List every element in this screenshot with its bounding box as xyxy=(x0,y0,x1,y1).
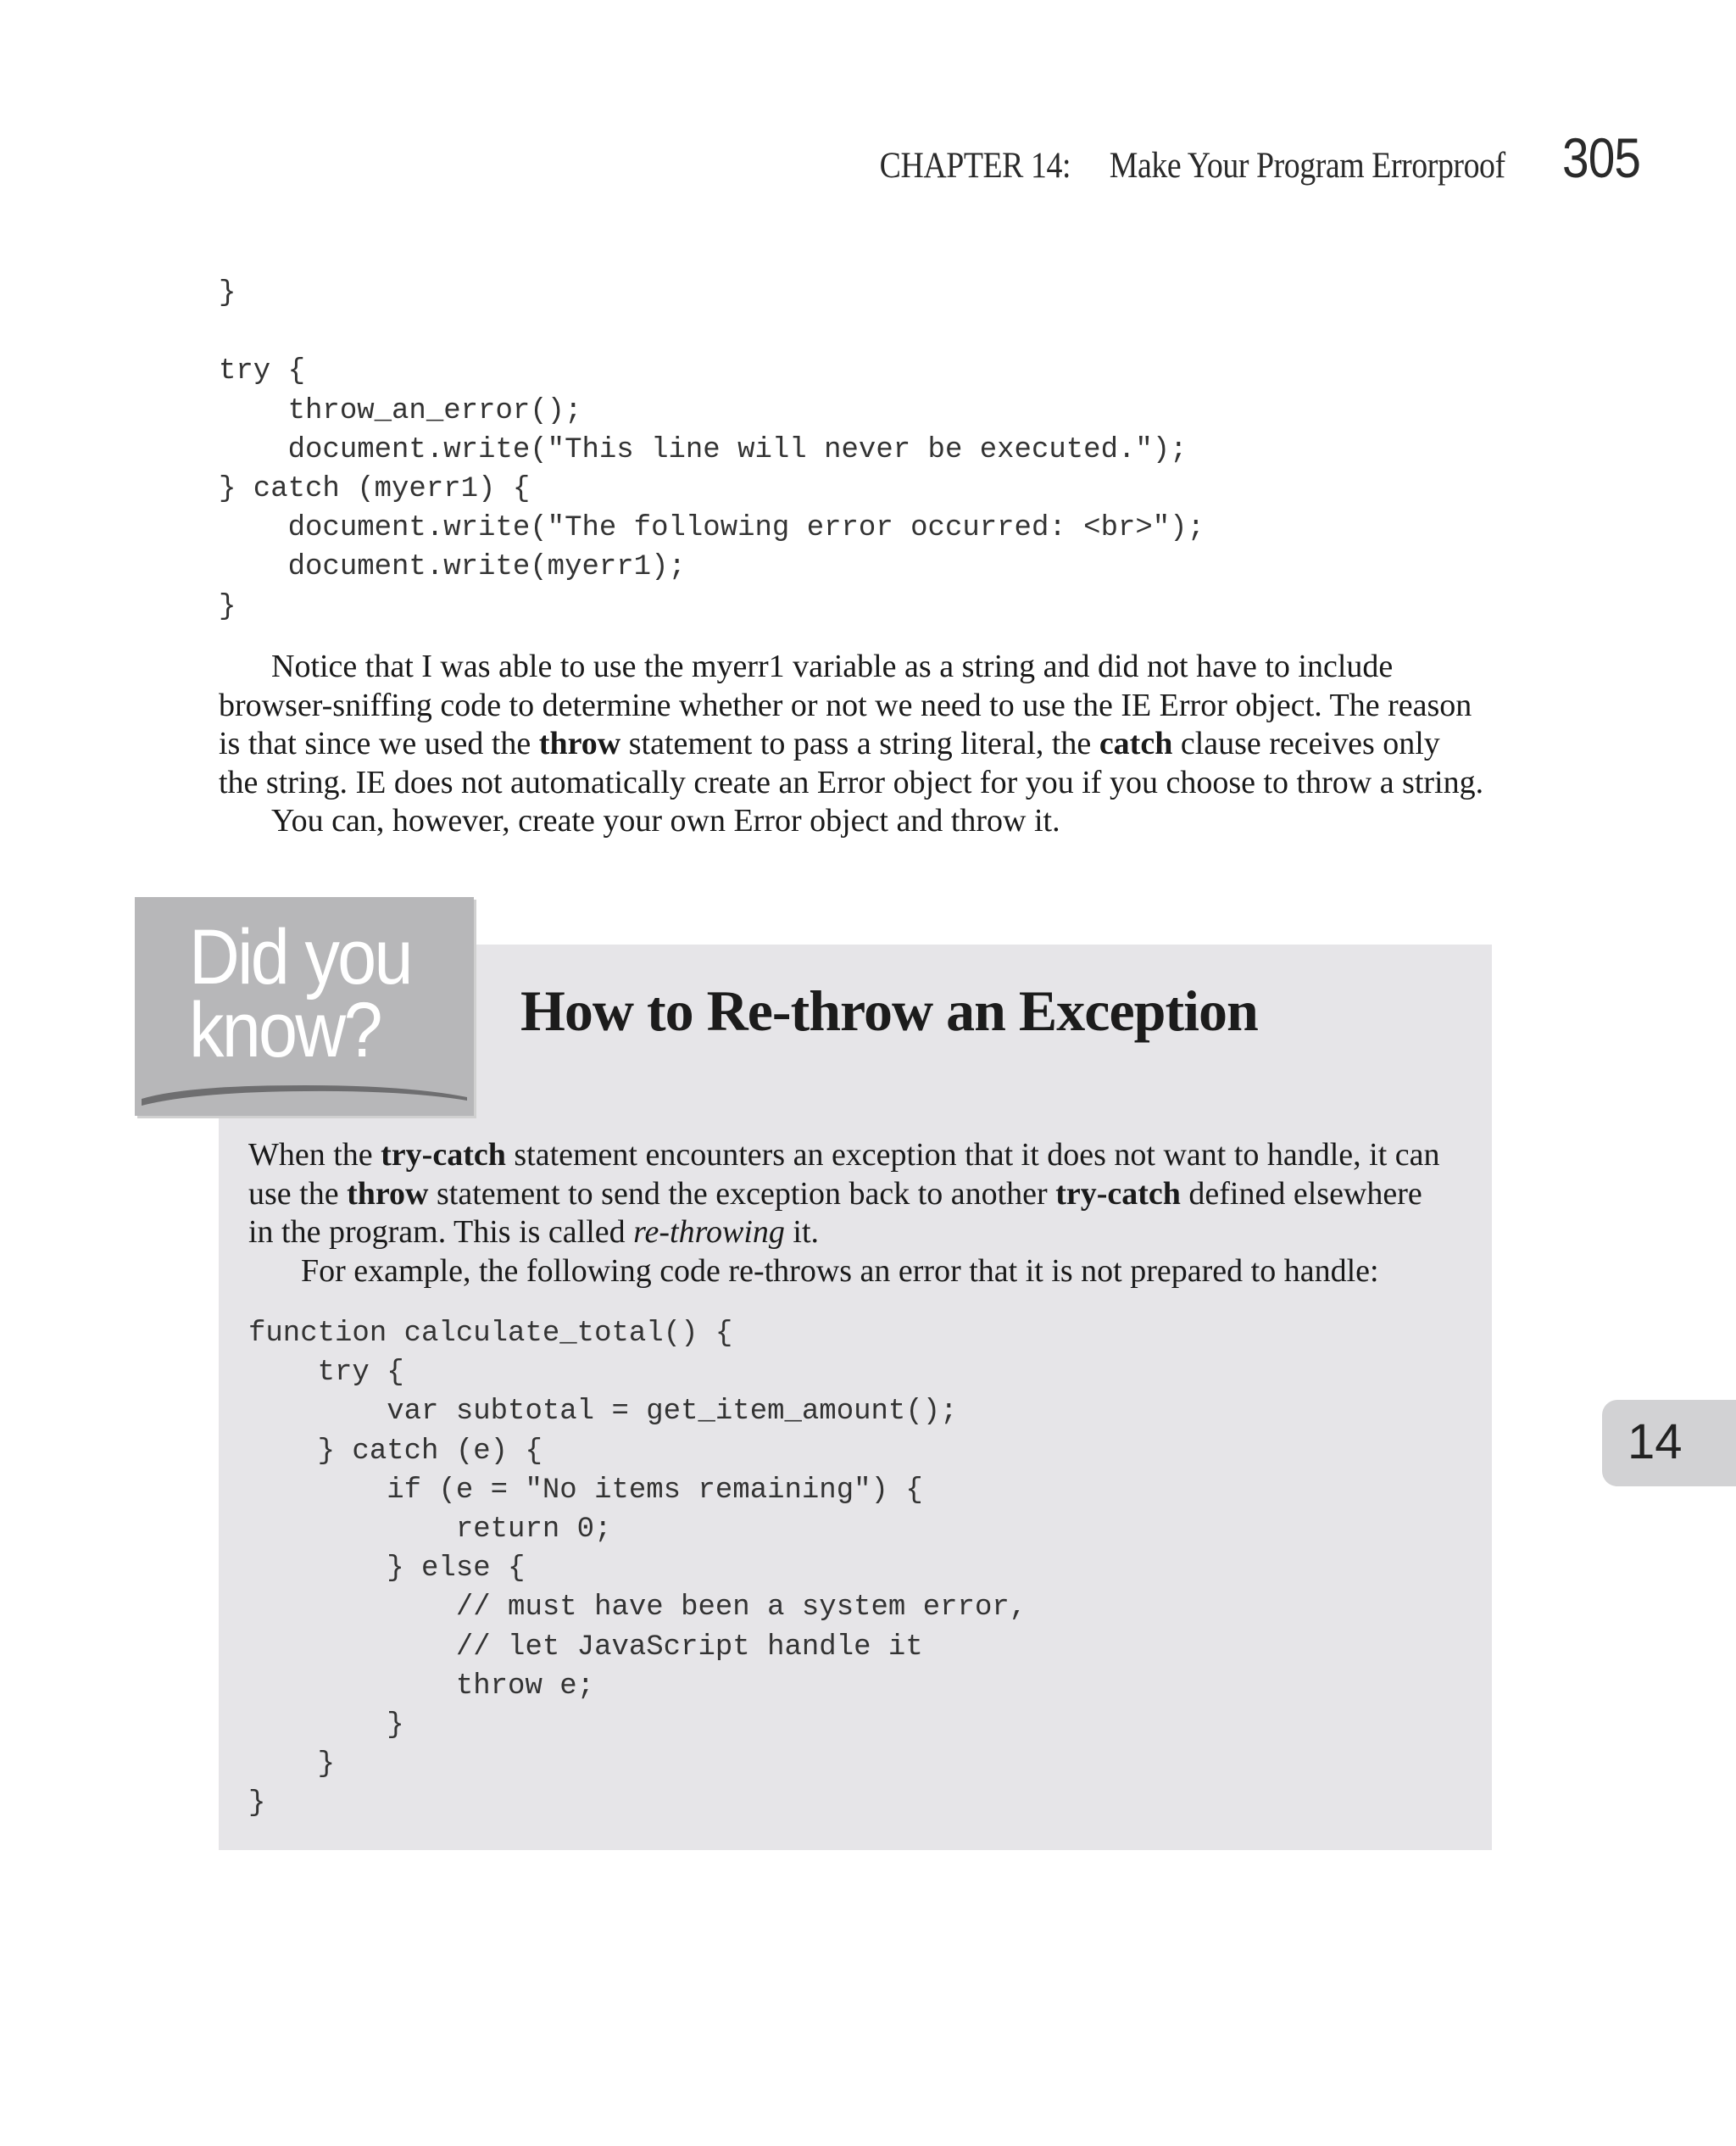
text-run: When the xyxy=(248,1137,381,1173)
code-listing-top: } try { throw_an_error(); document.write("This line will never be executed."); } catch (myerr1) { document.write("The following error occurred: <br>"); document.write(myerr1); } xyxy=(219,277,1205,623)
sidebar-title: How to Re-throw an Exception xyxy=(520,978,1258,1043)
page-number: 305 xyxy=(1561,126,1640,189)
paragraph-line: browser-sniffing code to determine whether or not we need to use the IE Error object. The reason xyxy=(219,687,1472,723)
text-run: it. xyxy=(784,1214,820,1251)
sidebar-paragraph xyxy=(248,1136,1469,1291)
text-run: statement to send the exception back to another xyxy=(428,1175,1056,1212)
text-run: statement encounters an exception that it does not want to handle, it can xyxy=(505,1137,1440,1173)
running-header xyxy=(794,125,1640,189)
sidebar-line xyxy=(248,1136,1469,1175)
paragraph-line: Notice that I was able to use the myerr1 variable as a string and did not have to include xyxy=(271,649,1394,684)
text-run: in the program. This is called xyxy=(248,1214,634,1251)
chapter-label: CHAPTER 14: xyxy=(879,146,1071,186)
sidebar-line xyxy=(248,1213,1469,1252)
thumb-tab-number: 14 xyxy=(1628,1414,1683,1469)
chapter-title: Make Your Program Errorproof xyxy=(1109,146,1505,186)
badge-line: know? xyxy=(189,987,381,1073)
paragraph-line: the string. IE does not automatically create an Error object for you if you choose to throw a string. xyxy=(219,764,1484,800)
text-run: statement to pass a string literal, the xyxy=(620,726,1099,761)
did-you-know-badge xyxy=(135,897,474,1116)
keyword-try-catch: try-catch xyxy=(381,1137,506,1173)
swoosh-underline-icon xyxy=(135,897,474,1116)
keyword-throw: throw xyxy=(347,1175,429,1212)
keyword-throw: throw xyxy=(538,726,621,761)
term-re-throwing: re-throwing xyxy=(633,1214,785,1251)
text-run: clause receives only xyxy=(1172,726,1440,761)
paragraph-line: You can, however, create your own Error object and throw it. xyxy=(271,803,1060,839)
paragraph-line xyxy=(219,725,1490,764)
text-run: use the xyxy=(248,1175,348,1212)
sidebar-line xyxy=(248,1175,1469,1214)
chapter-heading xyxy=(880,145,1505,187)
body-paragraph xyxy=(219,648,1490,841)
sidebar-line: For example, the following code re-throws an error that it is not prepared to handle: xyxy=(301,1253,1379,1290)
text-run: is that since we used the xyxy=(219,726,539,761)
code-listing-sidebar: function calculate_total() { try { var subtotal = get_item_amount(); } catch (e) { if (e = "No items remaining") { return 0; } else { // must have been a system error, // let JavaScript handle it throw e; } } } xyxy=(248,1318,1027,1820)
keyword-catch: catch xyxy=(1099,726,1173,761)
keyword-try-catch: try-catch xyxy=(1055,1175,1181,1212)
badge-line: Did you xyxy=(189,914,411,1001)
chapter-thumb-tab xyxy=(1602,1400,1736,1486)
text-run: defined elsewhere xyxy=(1180,1175,1422,1212)
